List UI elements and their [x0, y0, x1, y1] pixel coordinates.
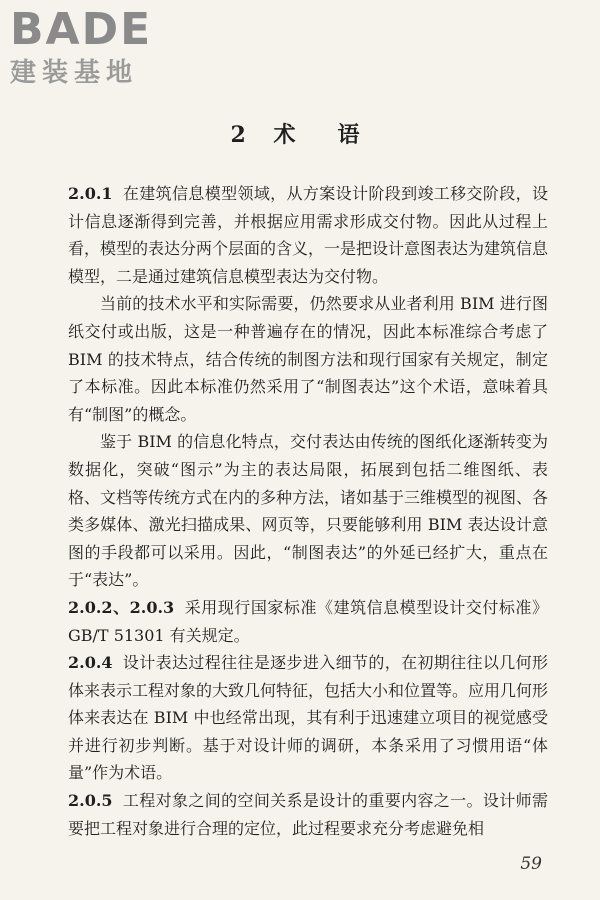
paragraph — [68, 290, 548, 428]
clause-text: 在建筑信息模型领域，从方案设计阶段到竣工移交阶段，设计信息逐渐得到完善，并根据应用需求形成交付物。因此从过程上看，模型的表达分两个层面的含义，一是把设计意图表达为建筑信息模型，二是通过建筑信息模型表达为交付物。 — [68, 184, 549, 286]
clause-number: 2.0.1 — [68, 184, 113, 203]
page-number: 59 — [520, 854, 542, 874]
logo — [10, 4, 153, 90]
clause-number: 2.0.4 — [68, 653, 113, 673]
clause-text: 采用现行国家标准《建筑信息模型设计交付标准》GB/T 51301 有关规定。 — [68, 597, 548, 645]
clause-number: 2.0.5 — [68, 791, 113, 811]
logo-wordmark: BADE — [10, 4, 153, 55]
clause-number: 2.0.2、2.0.3 — [68, 597, 175, 617]
clause-2-0-4 — [68, 649, 548, 787]
logo-subtitle: 建装基地 — [10, 58, 139, 88]
clause-text: 设计表达过程往往是逐步进入细节的，在初期往往以几何形体来表示工程对象的大致几何特征，包括大小和位置等。应用几何形体来表达在 BIM 中也经常出现，其有利于迅速建立项目的视觉感受并进行初步判断。基于对设计师的调研，本条采用了习惯用语“体量”作为术语。 — [68, 653, 549, 783]
clause-2-0-2 — [68, 594, 548, 649]
clause-2-0-5 — [68, 787, 548, 842]
paragraph-text: 当前的技术水平和实际需要，仍然要求从业者利用 BIM 进行图纸交付或出版，这是一种普遍存在的情况，因此本标准综合考虑了 BIM 的技术特点，结合传统的制图方法和现行国家有关规定，制定了本标准。因此本标准仍然采用了“制图表达”这个术语，意味着具有“制图”的概念。 — [68, 294, 548, 424]
clause-text: 工程对象之间的空间关系是设计的重要内容之一。设计师需要把工程对象进行合理的定位，此过程要求充分考虑避免相 — [68, 791, 548, 838]
paragraph-text: 鉴于 BIM 的信息化特点，交付表达由传统的图纸化逐渐转变为数据化，突破“图示”为主的表达局限，拓展到包括二维图纸、表格、文档等传统方式在内的多种方法，诸如基于三维模型的视图、各类多媒体、激光扫描成果、网页等，只要能够利用 BIM 表达设计意图的手段都可以采用。因此，“制图表达”的外延已经扩大，重点在于“表达”。 — [68, 432, 549, 590]
clause-2-0-1 — [68, 180, 548, 290]
chapter-title: 2 术 语 — [230, 122, 370, 148]
paragraph — [68, 428, 548, 594]
body-text — [68, 180, 548, 842]
